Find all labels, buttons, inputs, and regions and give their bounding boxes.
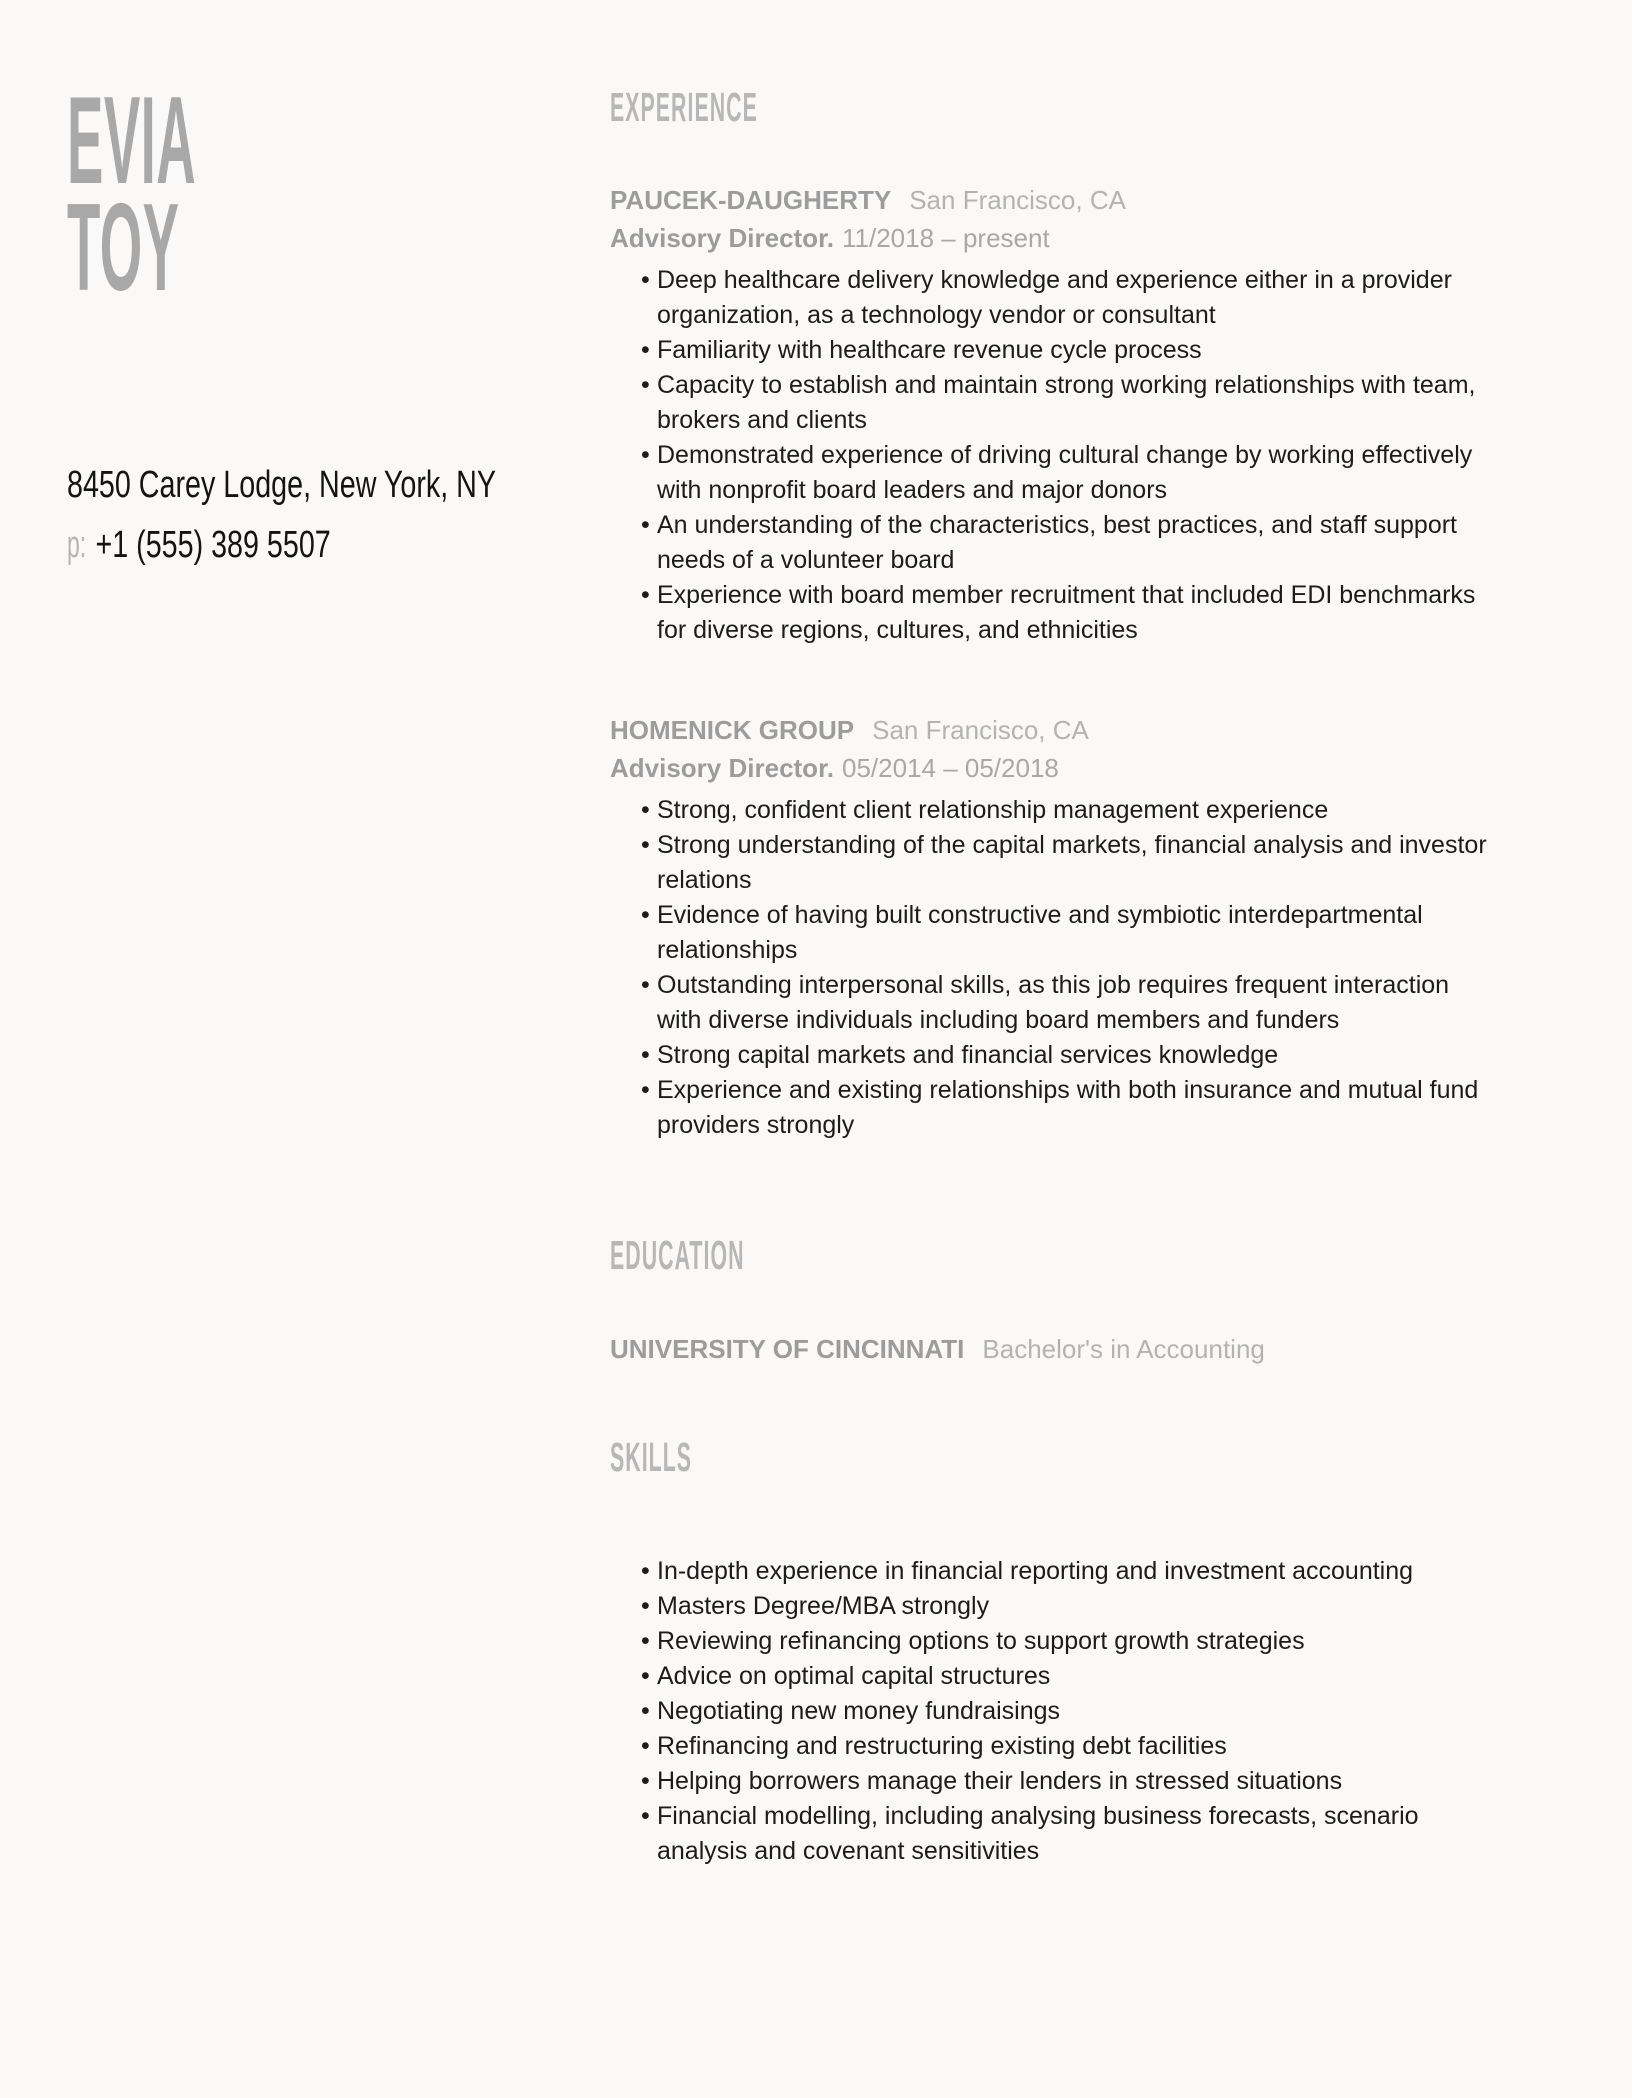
address-row [67,462,610,508]
job-dates: 11/2018 – present [841,223,1050,253]
contact-sidebar [0,0,610,2098]
phone-label: p: [67,524,87,566]
bullet-item: • In-depth experience in financial reporting and investment accounting [610,1554,1493,1589]
bullet-item: • Experience with board member recruitment that included EDI benchmarks for diverse regions, cultures, and ethnicities [610,578,1493,648]
first-name: EVIA [67,72,197,210]
bullet-item: • Strong capital markets and financial services knowledge [610,1038,1493,1073]
bullet-item: • Strong, confident client relationship management experience [610,793,1493,828]
job-bullet-list [610,793,1493,1143]
job-subheader [610,749,1632,787]
job-role: Advisory Director. [610,753,834,783]
job-header [610,711,1632,749]
job-entry-1 [610,181,1632,648]
resume-main [610,0,1632,2098]
section-education [610,1232,1632,1368]
skills-heading: SKILLS [610,1434,693,1480]
bullet-item: • Masters Degree/MBA strongly [610,1589,1493,1624]
job-role: Advisory Director. [610,223,834,253]
education-entry [610,1330,1632,1368]
bullet-item: • Refinancing and restructuring existing debt facilities [610,1729,1493,1764]
bullet-item: • Experience and existing relationships with both insurance and mutual fund providers strongly [610,1073,1493,1143]
last-name: TOY [67,179,180,317]
section-skills [610,1434,1632,1869]
bullet-item: • Deep healthcare delivery knowledge and experience either in a provider organization, as a technology vendor or consultant [610,263,1493,333]
job-header [610,181,1632,219]
bullet-item: • Financial modelling, including analysing business forecasts, scenario analysis and covenant sensitivities [610,1799,1493,1869]
phone-row [67,522,610,568]
school-name: UNIVERSITY OF CINCINNATI [610,1334,965,1364]
job-dates: 05/2014 – 05/2018 [841,753,1059,783]
bullet-item: • Advice on optimal capital structures [610,1659,1493,1694]
section-experience [610,84,1632,1143]
job-entry-2 [610,711,1632,1143]
address-text: 8450 Carey Lodge, New York, NY [67,464,497,506]
bullet-item: • Helping borrowers manage their lenders in stressed situations [610,1764,1493,1799]
bullet-item: • Strong understanding of the capital markets, financial analysis and investor relations [610,828,1493,898]
bullet-item: • Reviewing refinancing options to support growth strategies [610,1624,1493,1659]
bullet-item: • Familiarity with healthcare revenue cycle process [610,333,1493,368]
skills-bullet-list [610,1554,1493,1869]
job-bullet-list [610,263,1493,648]
experience-heading: EXPERIENCE [610,84,758,130]
bullet-item: • Evidence of having built constructive and symbiotic interdepartmental relationships [610,898,1493,968]
job-location: San Francisco, CA [909,185,1126,215]
bullet-item: • Negotiating new money fundraisings [610,1694,1493,1729]
education-heading: EDUCATION [610,1232,745,1278]
job-subheader [610,219,1632,257]
contact-info [67,462,610,568]
company-name: HOMENICK GROUP [610,715,855,745]
bullet-item: • Outstanding interpersonal skills, as this job requires frequent interaction with diverse individuals including board members and funders [610,968,1493,1038]
phone-text [67,522,331,568]
bullet-item: • An understanding of the characteristics, best practices, and staff support needs of a volunteer board [610,508,1493,578]
company-name: PAUCEK-DAUGHERTY [610,185,892,215]
bullet-item: • Demonstrated experience of driving cultural change by working effectively with nonprofit board leaders and major donors [610,438,1493,508]
job-location: San Francisco, CA [872,715,1089,745]
bullet-item: • Capacity to establish and maintain strong working relationships with team, brokers and clients [610,368,1493,438]
phone-number: +1 (555) 389 5507 [95,524,331,566]
degree-name: Bachelor's in Accounting [982,1334,1265,1364]
candidate-name [67,72,610,317]
